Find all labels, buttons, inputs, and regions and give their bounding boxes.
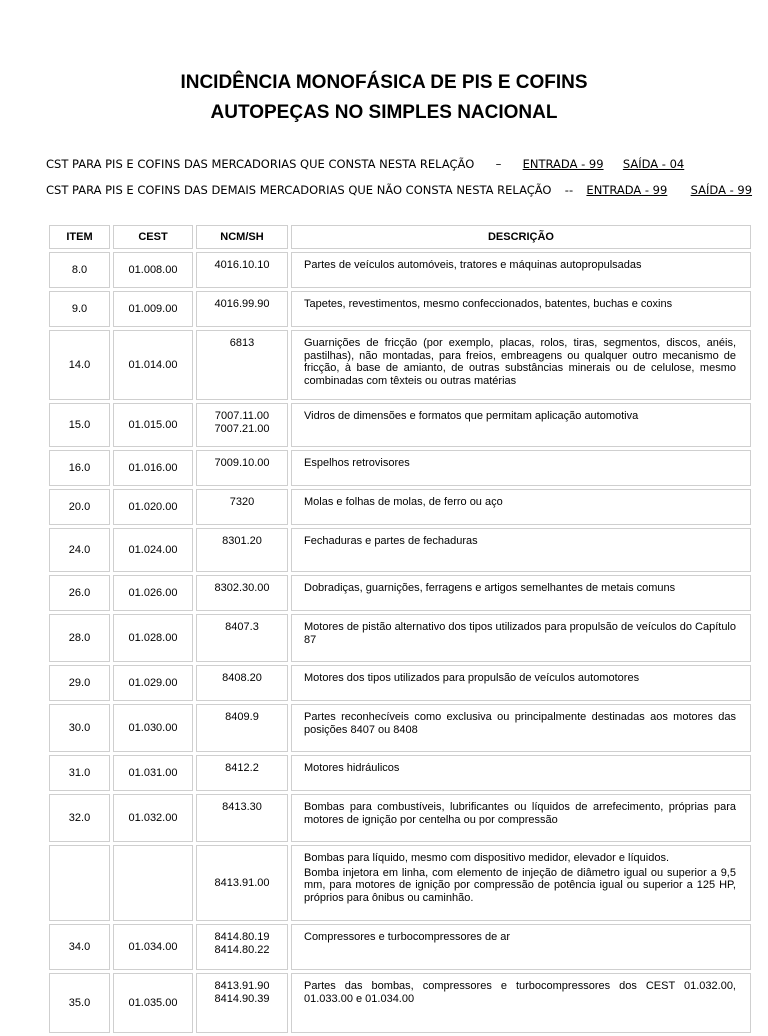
- cell-description: [291, 973, 751, 1033]
- ncm-code: 7009.10.00: [214, 457, 270, 469]
- ncm-code: 8413.30: [222, 801, 262, 813]
- cell-description: [291, 450, 751, 486]
- cst-line-separator: –: [495, 157, 502, 171]
- cell-item: 29.0: [49, 665, 110, 701]
- cell-ncm: [196, 575, 288, 611]
- description-text: Fechaduras e partes de fechaduras: [304, 535, 478, 547]
- cell-description: [291, 575, 751, 611]
- cell-ncm: [196, 450, 288, 486]
- cell-item: 20.0: [49, 489, 110, 525]
- ncm-code: 7007.21.00: [214, 422, 270, 435]
- cell-description: [291, 924, 751, 970]
- cell-cest: 01.031.00: [113, 755, 193, 791]
- description-text: Bombas para líquido, mesmo com dispositivo medidor, elevador e líquidos.: [304, 852, 670, 864]
- cell-item: 14.0: [49, 330, 110, 400]
- ncm-code: 8413.91.00: [214, 876, 270, 889]
- description-text: Partes das bombas, compressores e turbocompressores dos CEST 01.032.00, 01.033.00 e 01.034.00: [304, 980, 736, 1005]
- description-text: Espelhos retrovisores: [304, 457, 410, 469]
- cst-line-others: [46, 183, 752, 197]
- cst-line-text: CST PARA PIS E COFINS DAS MERCADORIAS QUE CONSTA NESTA RELAÇÃO: [46, 157, 475, 171]
- cell-ncm: [196, 330, 288, 400]
- cell-cest: 01.015.00: [113, 403, 193, 447]
- cell-description: [291, 794, 751, 842]
- cst-entrada: ENTRADA - 99: [586, 183, 668, 197]
- description-text: Guarnições de fricção (por exemplo, placas, rolos, tiras, segmentos, discos, anéis, pastilhas), não montadas, para freios, embreagens ou qualquer outro mecanismo de fricção, à base de amianto, de outras substâncias minerais ou de celulose, mesmo combinadas com têxteis ou outras matérias: [304, 337, 736, 387]
- ncm-code: 8413.91.90: [214, 980, 270, 992]
- table-row: [49, 704, 751, 752]
- cell-ncm: [196, 614, 288, 662]
- description-text: Partes de veículos automóveis, tratores e máquinas autopropulsadas: [304, 259, 642, 271]
- cst-line-listed: [46, 157, 684, 171]
- cell-item: 35.0: [49, 973, 110, 1033]
- ncm-code: 6813: [229, 337, 255, 349]
- cell-description: [291, 528, 751, 572]
- table-row: [49, 450, 751, 486]
- cell-item: 34.0: [49, 924, 110, 970]
- description-text: Bombas para combustíveis, lubrificantes ou líquidos de arrefecimento, próprias para motores de ignição por centelha ou por compressão: [304, 801, 736, 826]
- cell-ncm: [196, 924, 288, 970]
- cell-item: 9.0: [49, 291, 110, 327]
- table-row: [49, 403, 751, 447]
- table-row: [49, 665, 751, 701]
- table-row: [49, 291, 751, 327]
- table-row: [49, 845, 751, 921]
- cell-cest: 01.008.00: [113, 252, 193, 288]
- cell-ncm: [196, 755, 288, 791]
- cell-ncm: [196, 665, 288, 701]
- table-header-row: [49, 225, 751, 249]
- cell-ncm: [196, 704, 288, 752]
- header-description: DESCRIÇÃO: [291, 225, 751, 249]
- ncm-code: 8408.20: [222, 672, 262, 684]
- ncm-code: 7320: [229, 496, 255, 508]
- cell-item: 15.0: [49, 403, 110, 447]
- ncm-code: 8301.20: [222, 535, 262, 547]
- description-text: Motores dos tipos utilizados para propulsão de veículos automotores: [304, 672, 640, 684]
- table-row: [49, 575, 751, 611]
- ncm-code: 8407.3: [225, 621, 259, 633]
- ncm-code: 7007.11.00: [214, 410, 270, 422]
- cell-description: [291, 665, 751, 701]
- ncm-code: 8414.80.22: [214, 943, 270, 956]
- cell-ncm: [196, 252, 288, 288]
- cell-description: [291, 845, 751, 921]
- cell-cest: 01.034.00: [113, 924, 193, 970]
- cst-line-separator: --: [564, 183, 574, 197]
- cell-description: [291, 291, 751, 327]
- cell-ncm: [196, 489, 288, 525]
- cell-description: [291, 614, 751, 662]
- cst-line-text: CST PARA PIS E COFINS DAS DEMAIS MERCADORIAS QUE NÃO CONSTA NESTA RELAÇÃO: [46, 183, 552, 197]
- cell-item: 16.0: [49, 450, 110, 486]
- cell-cest: 01.028.00: [113, 614, 193, 662]
- cell-description: [291, 489, 751, 525]
- table-body: [49, 252, 751, 1033]
- document-title-line1: INCIDÊNCIA MONOFÁSICA DE PIS E COFINS: [180, 72, 588, 93]
- header-cest: CEST: [113, 225, 193, 249]
- cell-ncm: [196, 291, 288, 327]
- description-text: Dobradiças, guarnições, ferragens e artigos semelhantes de metais comuns: [304, 582, 676, 594]
- table-row: [49, 973, 751, 1033]
- cell-description: [291, 330, 751, 400]
- description-text: Motores de pistão alternativo dos tipos utilizados para propulsão de veículos do Capítulo 87: [304, 621, 736, 646]
- cell-ncm: [196, 403, 288, 447]
- description-text: Vidros de dimensões e formatos que permitam aplicação automotiva: [304, 410, 639, 422]
- cell-cest: 01.009.00: [113, 291, 193, 327]
- header-ncm: NCM/SH: [196, 225, 288, 249]
- description-text: Molas e folhas de molas, de ferro ou aço: [304, 496, 503, 508]
- cst-entrada: ENTRADA - 99: [522, 157, 604, 171]
- table-row: [49, 755, 751, 791]
- description-text: Bomba injetora em linha, com elemento de injeção de diâmetro igual ou superior a 9,5 mm, para motores de ignição por compressão de potência igual ou superior a 125 HP, próprios para ônibus ou caminhão.: [304, 866, 736, 904]
- cell-ncm: [196, 794, 288, 842]
- description-text: Compressores e turbocompressores de ar: [304, 931, 511, 943]
- cell-ncm: [196, 528, 288, 572]
- cst-saida: SAÍDA - 99: [690, 183, 753, 197]
- cell-cest: 01.030.00: [113, 704, 193, 752]
- cell-cest: [113, 845, 193, 921]
- ncm-code: 4016.10.10: [214, 259, 270, 271]
- cell-item: 32.0: [49, 794, 110, 842]
- cell-item: 8.0: [49, 252, 110, 288]
- table-row: [49, 924, 751, 970]
- cell-description: [291, 252, 751, 288]
- description-text: Motores hidráulicos: [304, 762, 400, 774]
- ncm-code: 8412.2: [225, 762, 259, 774]
- cell-cest: 01.024.00: [113, 528, 193, 572]
- ncm-code: 8409.9: [225, 711, 259, 723]
- ncm-code: 8414.90.39: [214, 992, 270, 1005]
- description-text: Tapetes, revestimentos, mesmo confeccionados, batentes, buchas e coxins: [304, 298, 673, 310]
- ncm-code: 8302.30.00: [214, 582, 270, 594]
- cell-cest: 01.014.00: [113, 330, 193, 400]
- cell-description: [291, 755, 751, 791]
- cell-item: 28.0: [49, 614, 110, 662]
- cell-cest: 01.020.00: [113, 489, 193, 525]
- cell-description: [291, 704, 751, 752]
- table-row: [49, 330, 751, 400]
- cell-description: [291, 403, 751, 447]
- cell-item: 30.0: [49, 704, 110, 752]
- table-row: [49, 252, 751, 288]
- cell-cest: 01.032.00: [113, 794, 193, 842]
- cell-item: 31.0: [49, 755, 110, 791]
- table-row: [49, 614, 751, 662]
- description-text: Partes reconhecíveis como exclusiva ou principalmente destinadas aos motores das posições 8407 ou 8408: [304, 711, 736, 736]
- cell-item: 26.0: [49, 575, 110, 611]
- table-row: [49, 794, 751, 842]
- cell-cest: 01.035.00: [113, 973, 193, 1033]
- cell-ncm: [196, 845, 288, 921]
- cell-item: [49, 845, 110, 921]
- ncm-code: 8414.80.19: [214, 931, 270, 943]
- cell-cest: 01.026.00: [113, 575, 193, 611]
- autoparts-table: [46, 222, 754, 1036]
- table-row: [49, 489, 751, 525]
- cell-item: 24.0: [49, 528, 110, 572]
- document-title-line2: AUTOPEÇAS NO SIMPLES NACIONAL: [210, 102, 558, 123]
- cst-saida: SAÍDA - 04: [622, 157, 685, 171]
- ncm-code: 4016.99.90: [214, 298, 270, 310]
- header-item: ITEM: [49, 225, 110, 249]
- cell-ncm: [196, 973, 288, 1033]
- table-row: [49, 528, 751, 572]
- cell-cest: 01.029.00: [113, 665, 193, 701]
- cell-cest: 01.016.00: [113, 450, 193, 486]
